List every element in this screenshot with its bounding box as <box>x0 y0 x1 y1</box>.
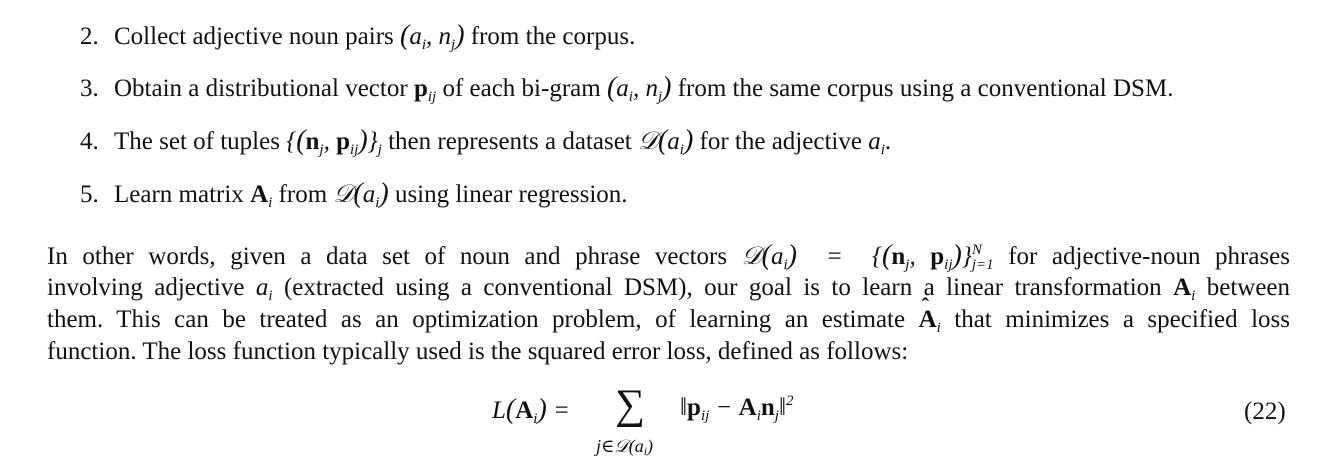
list-text: Learn matrix <box>114 181 251 208</box>
list-text: for the adjective <box>693 128 869 155</box>
list-item-5 <box>80 179 628 210</box>
list-text: from the corpus. <box>464 23 636 50</box>
list-text: from <box>272 181 334 208</box>
paragraph-text: (extracted using a conventional DSM), our goal is to learn a linear transformation <box>283 274 1174 301</box>
list-number: 4. <box>80 128 99 155</box>
list-item-2 <box>80 21 635 52</box>
math-adjective: $a_i$ <box>868 128 885 158</box>
summation-index: $j\in 𝒟(a_i)$ <box>596 436 654 458</box>
list-item-3 <box>80 73 1173 104</box>
math-matrix: $A_i$ <box>250 181 273 211</box>
list-text: Collect adjective noun pairs <box>114 23 401 50</box>
paragraph-text: involving adjective <box>47 274 256 301</box>
list-text: of each bi-gram <box>436 75 607 102</box>
math-tuple-set: {($n_j$, $p_{ij})\}_j$ <box>286 125 382 158</box>
list-text: using linear regression. <box>388 181 628 208</box>
paragraph-line <box>47 240 1290 272</box>
paragraph-line: function. The loss function typically used is the squared error loss, defined as follows: <box>47 338 909 365</box>
list-text: The set of tuples <box>114 128 287 155</box>
equation-lhs: $L(A_i)$ = <box>492 394 570 427</box>
body-paragraph <box>47 240 1290 368</box>
summation-symbol: ∑ <box>615 382 645 428</box>
equation-number: (22) <box>1244 398 1286 425</box>
list-text: . <box>884 128 892 155</box>
math-dataset: $𝒟(a_i)$ <box>333 178 389 211</box>
math-pair: ($a_i$, $n_j$) <box>606 72 672 105</box>
math-vector-p: $p_{ij}$ <box>413 75 437 105</box>
paragraph-text: for adjective-noun phrases <box>1008 243 1291 270</box>
paragraph-text: them. This can be treated as an optimization problem, of learning an estimate <box>47 306 919 333</box>
math-dataset-def: $𝒟(a_i) = \{(n_j$, $p_{ij})\}^N_{j=1}$ <box>741 240 994 273</box>
list-text: from the same corpus using a conventional DSM. <box>671 75 1174 102</box>
list-item-4 <box>80 126 891 157</box>
math-dataset: $𝒟(a_i)$ <box>637 125 694 158</box>
list-number: 3. <box>80 75 99 102</box>
equation-22 <box>0 382 1334 468</box>
math-matrix: $A_i$ <box>1173 274 1196 304</box>
paragraph-text: that minimizes a specified loss <box>954 306 1290 333</box>
paragraph-text: between <box>1206 274 1291 301</box>
paragraph-text: In other words, given a data set of noun and phrase vectors <box>47 243 742 270</box>
list-number: 2. <box>80 23 99 50</box>
math-pair: ($a_i$, $n_j$) <box>400 20 465 53</box>
equation-norm: $‖p_{ij}$ − $A_in_j‖^2$ <box>680 393 794 424</box>
list-text: then represents a dataset <box>381 128 638 155</box>
paragraph-line <box>47 272 1290 304</box>
math-adjective: $a_i$ <box>255 274 273 304</box>
paragraph-line <box>47 304 1290 336</box>
list-number: 5. <box>80 181 99 208</box>
list-text: Obtain a distributional vector <box>114 75 414 102</box>
math-matrix-estimate: ˆ $A_i$ <box>919 306 941 333</box>
